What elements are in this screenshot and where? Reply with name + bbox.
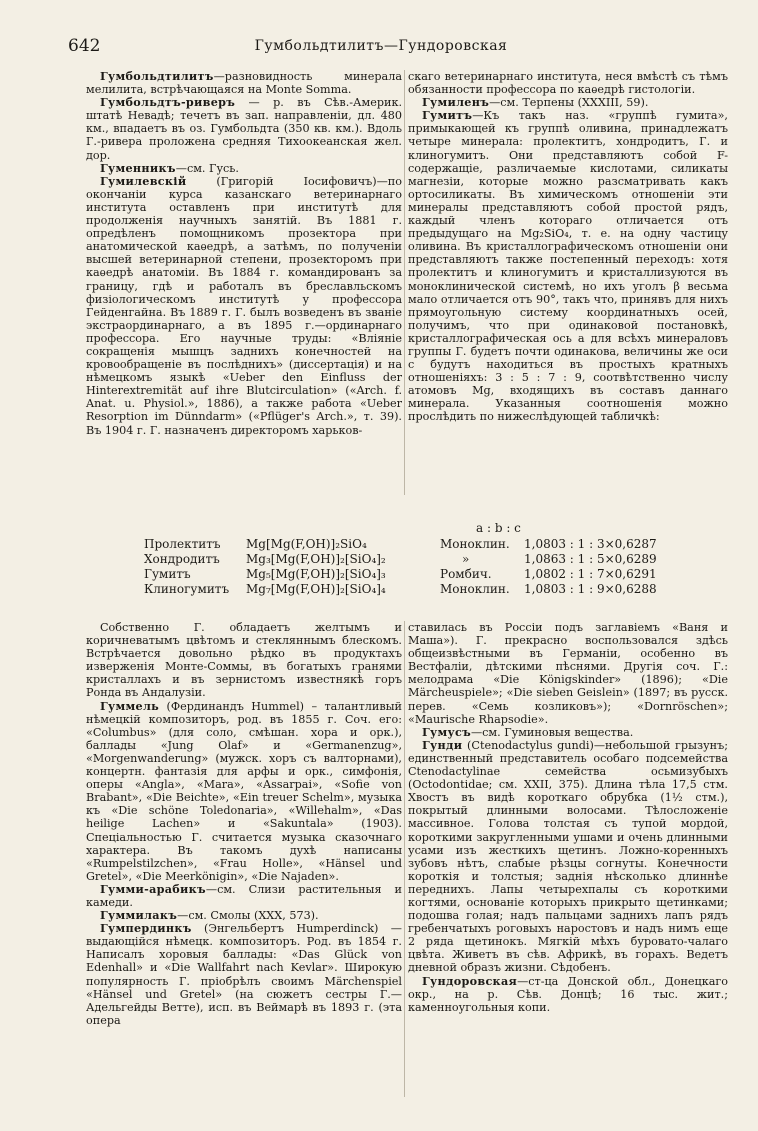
entry-headword: Гумусъ [422,724,471,739]
entry-text: (Фердинандъ Hummel) – талантливый нѣмецкій композиторъ, род. въ 1855 г. Соч. его: «Columbus» (для соло, смѣшан. хора и орк.), баллады «Jung Olaf» и «Germanenzug», «Morgenwanderung» (мужск. хоръ съ валторнами), концертн. фантазія для арфы и орк., симфонія, оперы «Angla», «Mara», «Assarpai», «Sofie von Brabant», «Die Beichte», «Ein treuer Schelm», музыка къ «Die schöne Toledonaria», «Willehalm», «Das heilige Lachen» и «Sakuntala» (1903). Спеціальностью Г. считается музыка сказочнаго характера. Въ такомъ духѣ написаны «Rumpelstilzchen», «Frau Holle», «Hänsel und Gretel», «Die Meerkönigin», «Die Najaden». [86,699,402,883]
entry-text: —см. Гуминовыя вещества. [470,725,634,739]
entry-headword: Гуммель [100,698,160,713]
mineral-formula: Mg₇[Mg(F,OH)]₂[SiO₄]₄ [246,582,386,596]
axis-ratio: 1,0802 : 1 : 7×0,6291 [524,567,657,581]
mineral-formula: Mg₃[Mg(F,OH)]₂[SiO₄]₂ [246,552,386,566]
entry-text: —см. Гусь. [175,161,239,175]
entry-gumboldt-river [86,96,402,161]
table-row [144,567,734,582]
left-column-bottom [86,621,402,1027]
entry-text: Собственно Г. обладаетъ желтымъ и коричневатымъ цвѣтомъ и стекляннымъ блескомъ. Встрѣчается довольно рѣдко въ продуктахъ изверженія Монте-Соммы, въ богатыхъ гранями кристаллахъ и въ зернистомъ известнякѣ горъ Ронда въ Андалузіи. [86,621,402,700]
entry-text: —см. Терпены (XXXIII, 59). [489,96,649,110]
mineral-formula: Mg[Mg(F,OH)]₂SiO₄ [246,537,367,551]
entry-text: (Григорій Іосифовичъ)—по окончаніи курса казанскаго ветеринарнаго института оставленъ при институтѣ для продолженія научныхъ занятій. Въ 1881 г. опредѣленъ помощникомъ прозектора при анатомической каѳедрѣ, а затѣмъ, по полученіи высшей ветеринарной степени, прозекторомъ при каѳедрѣ анатоміи. Въ 1884 г. командированъ за границу, гдѣ и работалъ въ бреславльскомъ физіологическомъ институтѣ у профессора Гейденгайна. Въ 1889 г. Г. былъ возведенъ въ званіе экстраординарнаго, а въ 1895 г.—ординарнаго профессора. Его научные труды: «Вліяніе сокращенія мышцъ заднихъ конечностей на кровообращеніе въ послѣднихъ» (диссертація) и на нѣмецкомъ языкѣ «Ueber den Einfluss der Hinterextremität auf ihre Blutcirculation» («Arch. f. Anat. u. Physiol.», 1886), а также работа «Ueber Resorption im Dünndarm» («Pflüger's Arch.», т. 39). Въ 1904 г. Г. назначенъ директоромъ харьков- [86,174,402,437]
entry-headword: Гумбольдтъ-риверъ [100,95,236,110]
entry-headword: Гундоровская [422,973,518,988]
entry-text: —см. Слизи растительныя и камеди. [86,882,402,909]
entry-headword: Гунди [422,737,463,752]
entry-headword: Гумбольдтилитъ [100,69,214,83]
entry-text: —Къ такъ наз. «группѣ гумита», примыкающей къ группѣ оливина, принадлежатъ четыре минерала: пролектитъ, хондродитъ, Г. и клиногумитъ. Они представляютъ собой F-содержащіе, различаемые кислотами, силикаты магнезіи, которые можно разсматривать какъ ортосиликаты. Въ химическомъ отношеніи эти минералы представляютъ собой простой рядъ, каждый членъ котораго отличается отъ предыдущаго на Mg₂SiO₄, т. е. на одну частицу оливина. Въ кристаллографическомъ отношеніи они представляютъ также постепенный переходъ: хотя пролектитъ и клиногумитъ и кристаллизуются въ моноклинической системѣ, но ихъ уголъ β весьма мало отличается отъ 90°, такъ что, принявъ для нихъ прямоугольную систему координатныхъ осей, получимъ, что при одинаковой постановкѣ, кристаллографическая ось a для всѣхъ минераловъ группы Г. будетъ почти одинакова, величины же оси c будутъ находиться въ простыхъ кратныхъ отношеніяхъ: 3 : 5 : 7 : 9, соотвѣтственно числу атомовъ Mg, входящихъ въ составъ даннаго минерала. Указанныя соотношенія можно прослѣдить по нижеслѣдующей табличкѣ: [408,109,728,424]
entry-text: — р. въ Сѣв.-Америк. штатѣ Невадѣ; течетъ въ зап. направленіи, дл. 480 км., впадаетъ въ оз. Гумбольдта (350 кв. км.). Вдоль Г.-ривера проложена средняя Тихоокеанская жел. дор. [86,96,402,162]
entry-headword: Гуменникъ [100,160,176,175]
entry-text: (Ctenodactylus gundi)—небольшой грызунъ; единственный представитель особаго подсемейства Ctenodactylinae семейства осьмизубыхъ (Octodontidae; см. XXII, 375). Длина тѣла 17,5 стм. Хвостъ въ видѣ короткаго обрубка (1½ стм.), покрытый длинными волосами. Тѣлосложеніе массивное. Голова толстая съ тупой мордой, короткими закругленными ушами и очень длинными усами изъ жесткихъ щетинъ. Ложно-коренныхъ зубовъ нѣтъ, слабые рѣзцы согнуты. Конечности короткія и толстыя; заднія нѣсколько длиннѣе переднихъ. Лапы четырехпалы съ короткими когтями, основаніе которыхъ прикрыто щетинками; подошва голая; надъ пальцами заднихъ лапъ рядъ гребенчатыхъ роговыхъ наростовъ и надъ нимъ еще 2 ряда щетинокъ. Мягкій мѣхъ буровато-чалаго цвѣта. Живетъ въ сѣв. Африкѣ, въ горахъ. Ведетъ дневной образъ жизни. Сѣдобенъ. [408,738,728,975]
entry-gummel [86,700,402,883]
entry-headword: Гумиленъ [422,95,490,110]
axis-ratio: 1,0803 : 1 : 9×0,6288 [524,582,657,596]
entry-continuation [408,70,728,96]
column-rule-top [404,70,405,495]
entry-gumilevsky [86,175,402,437]
entry-headword: Гумпердинкъ [100,921,192,936]
table-row [144,537,734,552]
entry-gundorovskaya [408,975,728,1014]
entry-headword: Гумитъ [422,108,473,123]
mineral-name: Хондродитъ [144,552,220,566]
crystal-system: » [462,552,470,566]
crystal-system: Ромбич. [440,567,492,581]
crystal-system: Моноклин. [440,537,510,551]
mineral-name: Клиногумитъ [144,582,230,596]
entry-headword: Гуммилакъ [100,908,178,923]
entry-gummi-arabik [86,883,402,909]
entry-text: —ст-ца Донской обл., Донецкаго окр., на р. Сѣв. Донцѣ; 16 тыс. жит.; каменноугольныя копи. [408,974,728,1014]
table-row [144,582,734,597]
left-column-top [86,70,402,437]
entry-gumit [408,109,728,423]
mineral-formula: Mg₅[Mg(F,OH)]₂[SiO₄]₃ [246,567,386,581]
entry-text: ставилась въ Россіи подъ заглавіемъ «Ваня и Маша»). Г. прекрасно воспользовался здѣсь общеизвѣстными въ Германіи, особенно въ Вестфаліи, дѣтскими пѣснями. Другія соч. Г.: мелодрама «Die Königskinder» (1896); «Die Märcheuspiele»; «Die sieben Geislein» (1897; въ русск. перев. «Семь козликовъ»); «Dornröschen»; «Maurische Rhapsodie». [408,621,728,726]
entry-text: скаго ветеринарнаго института, неся вмѣстѣ съ тѣмъ обязанности профессора по каѳедрѣ гистологіи. [408,70,728,97]
entry-gumboldtilit [86,70,402,96]
crystal-system: Моноклин. [440,582,510,596]
page-header [68,36,694,60]
entry-continuation [408,621,728,726]
right-column-top [408,70,728,424]
mineral-name: Гумитъ [144,567,191,581]
entry-headword: Гумилевскій [100,173,187,188]
axis-ratio: 1,0803 : 1 : 3×0,6287 [524,537,657,551]
mineral-table [144,521,734,611]
entry-text: (Энгельбертъ Humperdinck) — выдающійся нѣмецк. композиторъ. Род. въ 1854 г. Написалъ хоровыя баллады: «Das Glück von Edenhall» и «Die Wallfahrt nach Kevlar». Широкую популярность Г. пріобрѣлъ своимъ Märchenspiel «Hänsel und Gretel» (на сюжетъ сестры Г.—Адельгейды Ветте), исп. въ Веймарѣ въ 1893 г. (эта опера [86,922,402,1027]
mineral-name: Пролектитъ [144,537,221,551]
column-rule-bottom [404,621,405,1097]
entry-text: —разновидность минерала мелилита, встрѣчающаяся на Monte Somma. [86,70,402,97]
entry-gumperdink [86,922,402,1027]
table-header: a : b : c [476,521,521,535]
axis-ratio: 1,0863 : 1 : 5×0,6289 [524,552,657,566]
entry-gumit-continued [86,621,402,700]
page-number: 642 [68,36,101,56]
entry-text: —см. Смолы (XXX, 573). [177,909,319,923]
running-head: Гумбольдтилитъ—Гундоровская [254,38,508,54]
entry-gundi [408,739,728,975]
right-column-bottom [408,621,728,1014]
table-row [144,552,734,567]
entry-headword: Гумми-арабикъ [100,881,206,896]
